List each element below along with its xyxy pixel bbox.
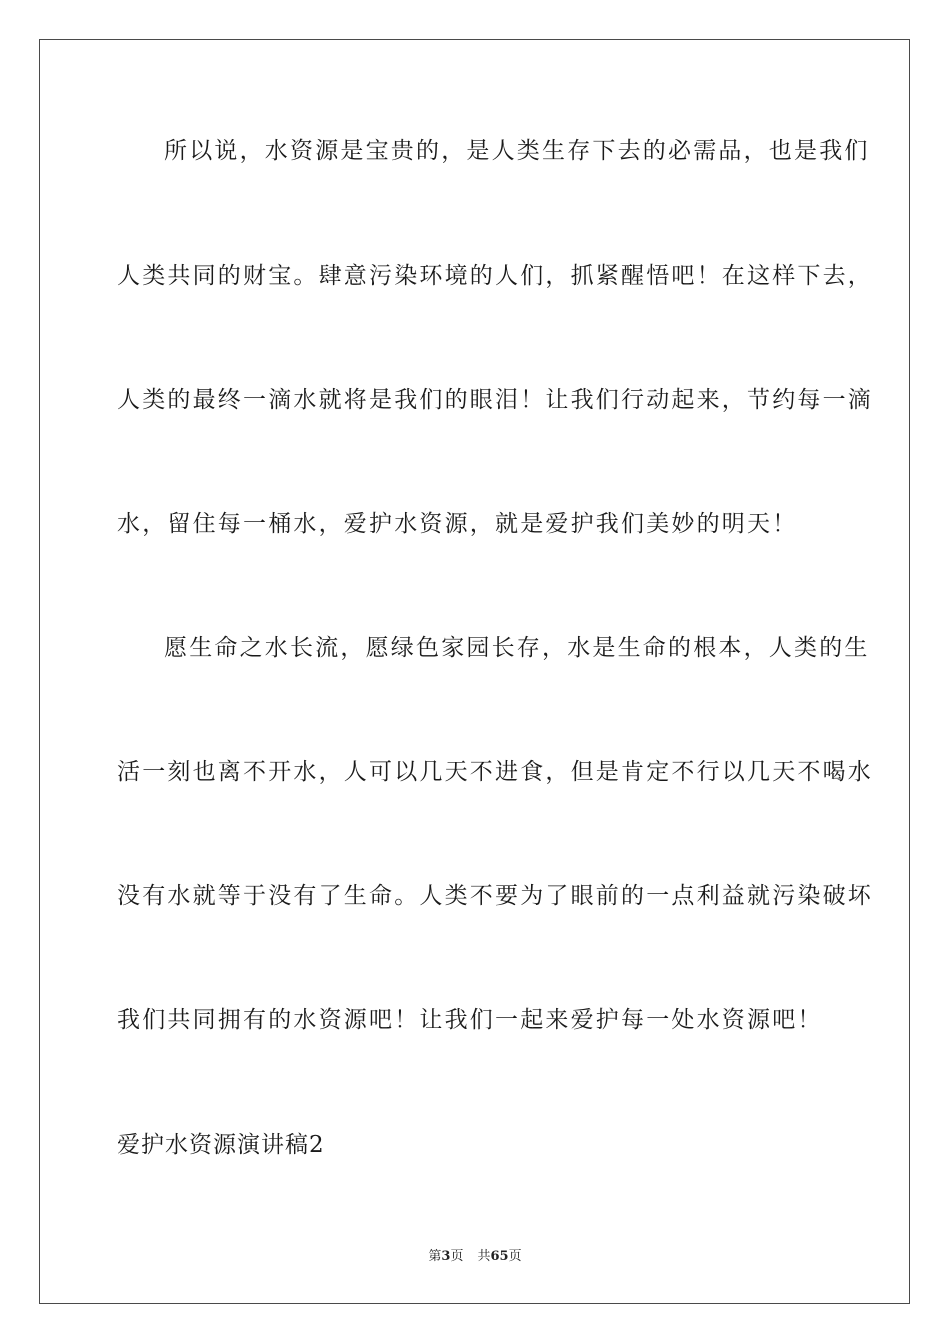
total-suffix: 页 (508, 1249, 522, 1264)
paragraph-line: 所以说，水资源是宝贵的，是人类生存下去的必需品，也是我们 (164, 138, 870, 164)
paragraph-line: 人类共同的财宝。肆意污染环境的人们，抓紧醒悟吧！在这样下去， (117, 263, 873, 289)
page-footer (0, 1248, 950, 1266)
total-prefix: 共 (477, 1249, 491, 1264)
paragraph-line: 水，留住每一桶水，爱护水资源，就是爱护我们美妙的明天！ (117, 511, 798, 537)
page-number: 3 (441, 1249, 451, 1264)
total-pages: 65 (490, 1249, 509, 1264)
paragraph-line: 我们共同拥有的水资源吧！让我们一起来爱护每一处水资源吧！ (117, 1007, 823, 1033)
paragraph-line: 没有水就等于没有了生命。人类不要为了眼前的一点利益就污染破坏 (117, 883, 873, 909)
page-suffix: 页 (450, 1249, 464, 1264)
paragraph-line: 愿生命之水长流，愿绿色家园长存，水是生命的根本，人类的生 (164, 635, 870, 661)
page-prefix: 第 (428, 1249, 442, 1264)
paragraph-line: 人类的最终一滴水就将是我们的眼泪！让我们行动起来，节约每一滴 (117, 387, 873, 413)
section-heading: 爱护水资源演讲稿2 (117, 1132, 325, 1158)
paragraph-line: 活一刻也离不开水，人可以几天不进食，但是肯定不行以几天不喝水 (117, 759, 873, 785)
page-frame (39, 39, 910, 1304)
